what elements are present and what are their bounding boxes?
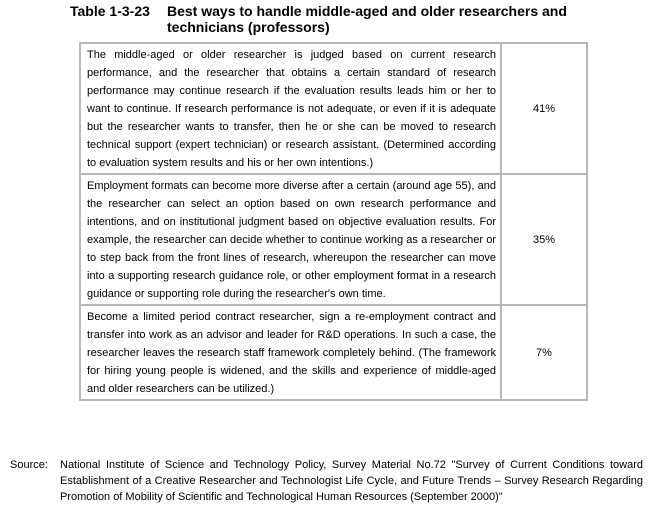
table-title-row [70,3,640,35]
row-description: Employment formats can become more diverse after a certain (around age 55), and the researcher can select an option based on own research performance and intentions, and on institutional judgment based on objective evaluation results. For example, the researcher can decide whether to continue working as a researcher or to step back from the front lines of research, whereupon the researcher can move into a supporting research guidance role, or other employment format in a research guidance or supporting role during the researcher's own time. [80,174,501,305]
row-description: The middle-aged or older researcher is judged based on current research performance, and the researcher that obtains a certain standard of research performance may continue research if the evaluation results leads him or her to want to continue. If research performance is not adequate, or even if it is adequate but the researcher wants to transfer, then he or she can be moved to research technical support (expert technician) or research assistant. (Determined according to evaluation system results and his or her own intentions.) [80,43,501,174]
table-row [80,43,587,174]
source-note [10,457,643,505]
row-percent: 41% [501,43,587,174]
row-description: Become a limited period contract researcher, sign a re-employment contract and transfer into work as an advisor and leader for R&D operations. In such a case, the researcher leaves the research staff framework completely behind. (The framework for hiring young people is widened, and the skills and experience of middle-aged and older researchers can be utilized.) [80,305,501,400]
table-row [80,174,587,305]
source-text: National Institute of Science and Technology Policy, Survey Material No.72 "Survey of Current Conditions toward Establishment of a Creative Researcher and Technologist Life Cycle, and Future Trends – Survey Research Regarding Promotion of Mobility of Scientific and Technological Human Resources (September 2000)" [60,459,643,503]
table-title-text: Best ways to handle middle-aged and older researchers and technicians (professors) [167,3,567,35]
source-label: Source: [10,459,48,471]
table-row [80,305,587,400]
row-percent: 7% [501,305,587,400]
table-number: Table 1-3-23 [70,3,150,19]
results-table [79,42,588,401]
table-title [70,3,640,35]
row-percent: 35% [501,174,587,305]
